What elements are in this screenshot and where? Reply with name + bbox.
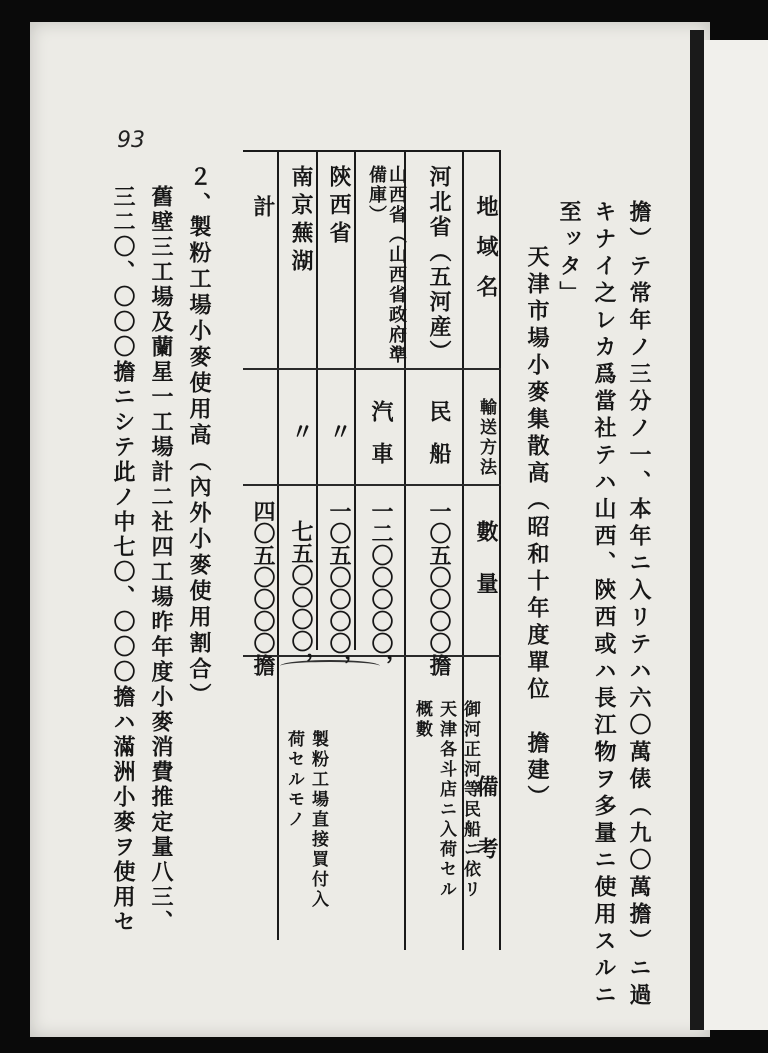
row-1-region: 河北省（五河産） (426, 165, 452, 365)
section-body-line-2: 三二〇、〇〇〇擔ニシテ此ノ中七〇、〇〇〇擔ハ滿洲小麥ヲ使用セ (110, 185, 136, 935)
row-5-quantity: 四〇五〇〇〇〇擔 (250, 500, 276, 676)
row-2-method: 汽車 (368, 400, 394, 484)
field-divider-2 (243, 484, 501, 486)
row-2-quantity: 一二〇〇〇〇〇， (368, 500, 394, 676)
header-region: 地域名 (473, 195, 499, 315)
row-1-remarks: 御河正河等民船ニ依リ天津各斗店ニ入荷セル概數 (412, 700, 480, 900)
row-1-quantity: 一〇五〇〇〇〇擔 (426, 500, 452, 676)
header-method: 輸送方法 (476, 398, 496, 478)
section-number: ２、 (186, 165, 212, 219)
field-divider-1 (243, 368, 501, 370)
row-4-region: 南京蕪湖 (288, 165, 314, 277)
header-remarks: 備考 (473, 775, 499, 899)
running-text-line-3: 至ッタ」 (556, 200, 582, 308)
section-body-line-1: 舊壁三工場及蘭星一工場計二社四工場昨年度小麥消費推定量八三、 (148, 185, 174, 935)
row-4-method: 〃 (288, 420, 314, 447)
row-3-region: 陝西省 (326, 165, 352, 249)
header-quantity: 數量 (473, 520, 499, 624)
row-4-quantity: 七五〇〇〇〇， (288, 520, 314, 674)
table-title: 天津市場小麥集散高（昭和十年度單位 擔建） (524, 245, 550, 812)
section-title: 製粉工場小麥使用高（內外小麥使用割合） (186, 215, 212, 709)
row-5-region: 計 (250, 195, 276, 222)
row-3-quantity: 一〇五〇〇〇〇， (326, 500, 352, 676)
row-3-method: 〃 (326, 420, 352, 447)
book-gutter (690, 30, 704, 1030)
running-text-line-2: キナイ之レカ爲當社テハ山西、陝西或ハ長江物ヲ多量ニ使用スルニ (591, 200, 617, 1010)
running-text-line-1: 擔）テ常年ノ三分ノ一、本年ニ入リテハ六〇萬俵（九〇萬擔）ニ過 (626, 200, 652, 1010)
row-3-remarks: 製粉工場直接買付入荷セルモノ (284, 730, 328, 910)
page-number: 93 (117, 128, 145, 153)
facing-page-edge (704, 40, 768, 1030)
row-1-method: 民船 (426, 400, 452, 484)
row-2-region: 山西省（山西省政府準備庫） (366, 165, 407, 365)
